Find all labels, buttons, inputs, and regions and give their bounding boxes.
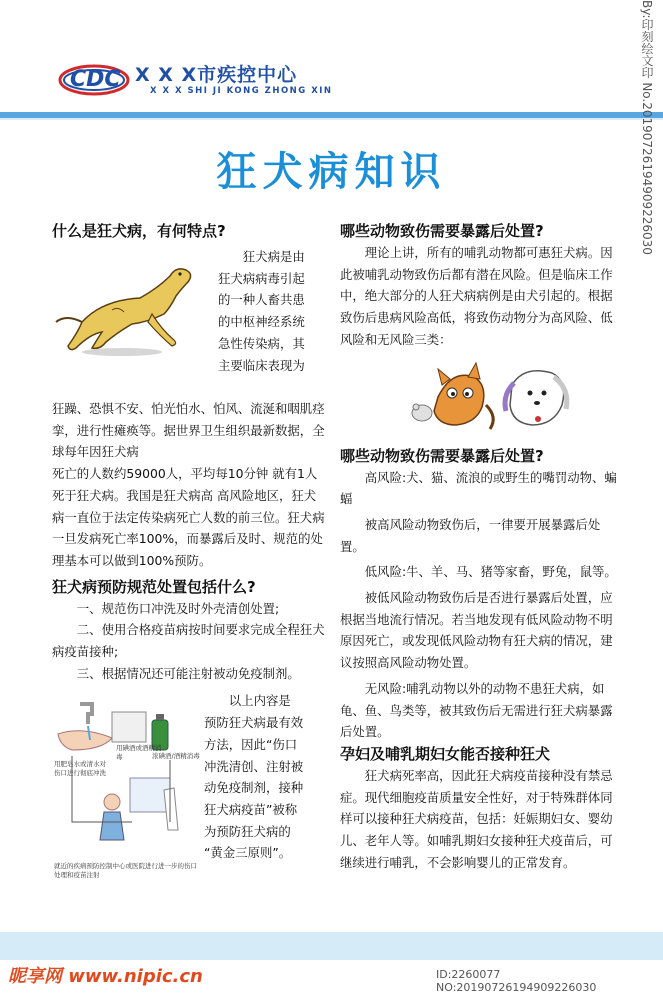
golden-line: 冲洗清创、注射被	[204, 758, 304, 774]
header-band-light	[0, 118, 663, 120]
golden-line: 为预防狂犬病的	[204, 823, 291, 839]
section-heading-prevention: 狂犬病预防规范处置包括什么?	[52, 577, 256, 596]
intro-wrap-text	[218, 246, 330, 376]
intro-body: 狂躁、恐惧不安、怕光怕水、怕风、流涎和咽肌痉挛，进行性瘫痪等。据世界卫生组织最新数据，全球每年因狂犬病	[52, 401, 325, 460]
golden-rules-block	[52, 690, 327, 890]
illus-label-disinfect: 用碘酒或酒精消毒	[116, 744, 162, 762]
cat-dog-illustration	[402, 355, 574, 445]
right-column	[340, 220, 622, 873]
intro-body-2: 死亡的人数约59000人，平均每10分钟 就有1人死于狂犬病。我国是狂犬病高 高风险地区，狂犬病一直位于法定传染病死亡人数的前三位。狂犬病一旦发病死亡率100%，而暴露后及时、规范的处理基本可以做到100%预防。	[52, 466, 325, 568]
golden-line: 预防狂犬病最有效	[204, 715, 304, 731]
risk-high-action: 被高风险动物致伤后，一律要开展暴露后处置。	[340, 516, 601, 554]
golden-line: 狂犬病疫苗”被称	[204, 801, 298, 817]
left-column	[52, 220, 327, 890]
golden-line: 动免疫制剂，接种	[204, 780, 304, 796]
intro-line: 的中枢神经系统	[218, 314, 305, 330]
illus-label-iodine: 浓碘酒/酒精消毒	[152, 752, 200, 761]
golden-line: 以上内容是	[228, 693, 291, 709]
intro-line: 的一种人畜共患	[218, 292, 305, 308]
logo-text: CDC	[70, 67, 121, 92]
animals-illustration-block	[340, 353, 622, 445]
dog-illustration	[52, 252, 202, 362]
risk-low: 低风险:牛、羊、马、猪等家畜，野兔，鼠等。	[364, 564, 617, 580]
golden-line: “黄金三原则”。	[204, 845, 292, 861]
footer-id-text: ID:2260077 NO:20190726194909226030	[436, 968, 597, 994]
animals-body: 理论上讲，所有的哺乳动物都可惠狂犬病。因此被哺乳动物致伤后都有潜在风险。但是临床工作中，绝大部分的人狂犬病病例是由犬引起的。根据致伤后患病风险高低，将致伤动物分为高风险、低风险和无风险三类：	[340, 245, 613, 347]
site-watermark: 昵享网 www.nipic.cn	[8, 966, 203, 987]
page-title: 狂犬病知识	[216, 149, 447, 195]
wound-care-illustration	[52, 690, 202, 886]
golden-line: 方法，因此“伤口	[204, 736, 298, 752]
risk-none: 无风险:哺乳动物以外的动物不患狂犬病，如龟、鱼、鸟类等，被其致伤后无需进行狂犬病暴露后处置。	[340, 680, 613, 740]
header	[0, 0, 663, 118]
illus-label-wash: 用肥皂水或清水对伤口进行彻底冲洗	[54, 760, 106, 778]
org-pinyin: X X X SHI JI KONG ZHONG XIN	[150, 86, 333, 96]
footer-band	[0, 932, 663, 960]
risk-low-action: 被低风险动物致伤后是否进行暴露后处置，应根据当地流行情况。若当地发现有低风险动物不明原因死亡，或发现低风险动物有狂犬病的情况，建议按照高风险动物处置。	[340, 590, 613, 671]
intro-line: 狂犬病是由	[242, 249, 305, 264]
section-heading-animals: 哪些动物致伤需要暴露后处置?	[340, 222, 544, 240]
prevention-item: 三、根据情况还可能注射被动免疫制剂。	[76, 665, 300, 681]
prevention-item: 一、规范伤口冲洗及时外壳清创处置;	[76, 600, 280, 616]
intro-line: 狂犬病病毒引起	[218, 270, 305, 286]
golden-rules-text	[204, 690, 328, 864]
intro-line: 急性传染病，其	[218, 335, 305, 351]
section-heading-pregnancy: 孕妇及哺乳期妇女能否接种狂犬	[340, 744, 551, 763]
risk-high: 高风险:犬、猫、流浪的或野生的嘴罚动物、蝙蝠	[340, 469, 617, 507]
intro-block	[52, 246, 327, 422]
illus-label-hospital: 就近的疾病预防控制中心或医院进行进一步的伤口处理和疫苗注射	[54, 862, 197, 880]
cdc-logo	[56, 56, 132, 100]
section-heading-animals-risk: 哪些动物致伤需要暴露后处置?	[340, 446, 544, 465]
org-name: X X X市疾控中心	[135, 64, 298, 86]
side-vertical-text: By:印刻绘文印 No.20190726194909226030	[640, 0, 654, 255]
section-heading-what-is-rabies: 什么是狂犬病，有何特点?	[52, 222, 226, 240]
prevention-item: 二、使用合格疫苗病按时间要求完成全程狂犬病疫苗接种;	[52, 622, 325, 660]
pregnancy-body: 狂犬病死率高，因此狂犬病疫苗接种没有禁忌症。现代细胞疫苗质量安全性好，对于特殊群体同样可以接种狂犬病疫苗，包括：妊娠期妇女、婴幼儿、老年人等。如哺乳期妇女接种狂犬疫苗后，可继续进行哺乳，不会影响婴儿的正常发育。	[340, 767, 613, 870]
intro-line: 主要临床表现为	[218, 357, 305, 373]
